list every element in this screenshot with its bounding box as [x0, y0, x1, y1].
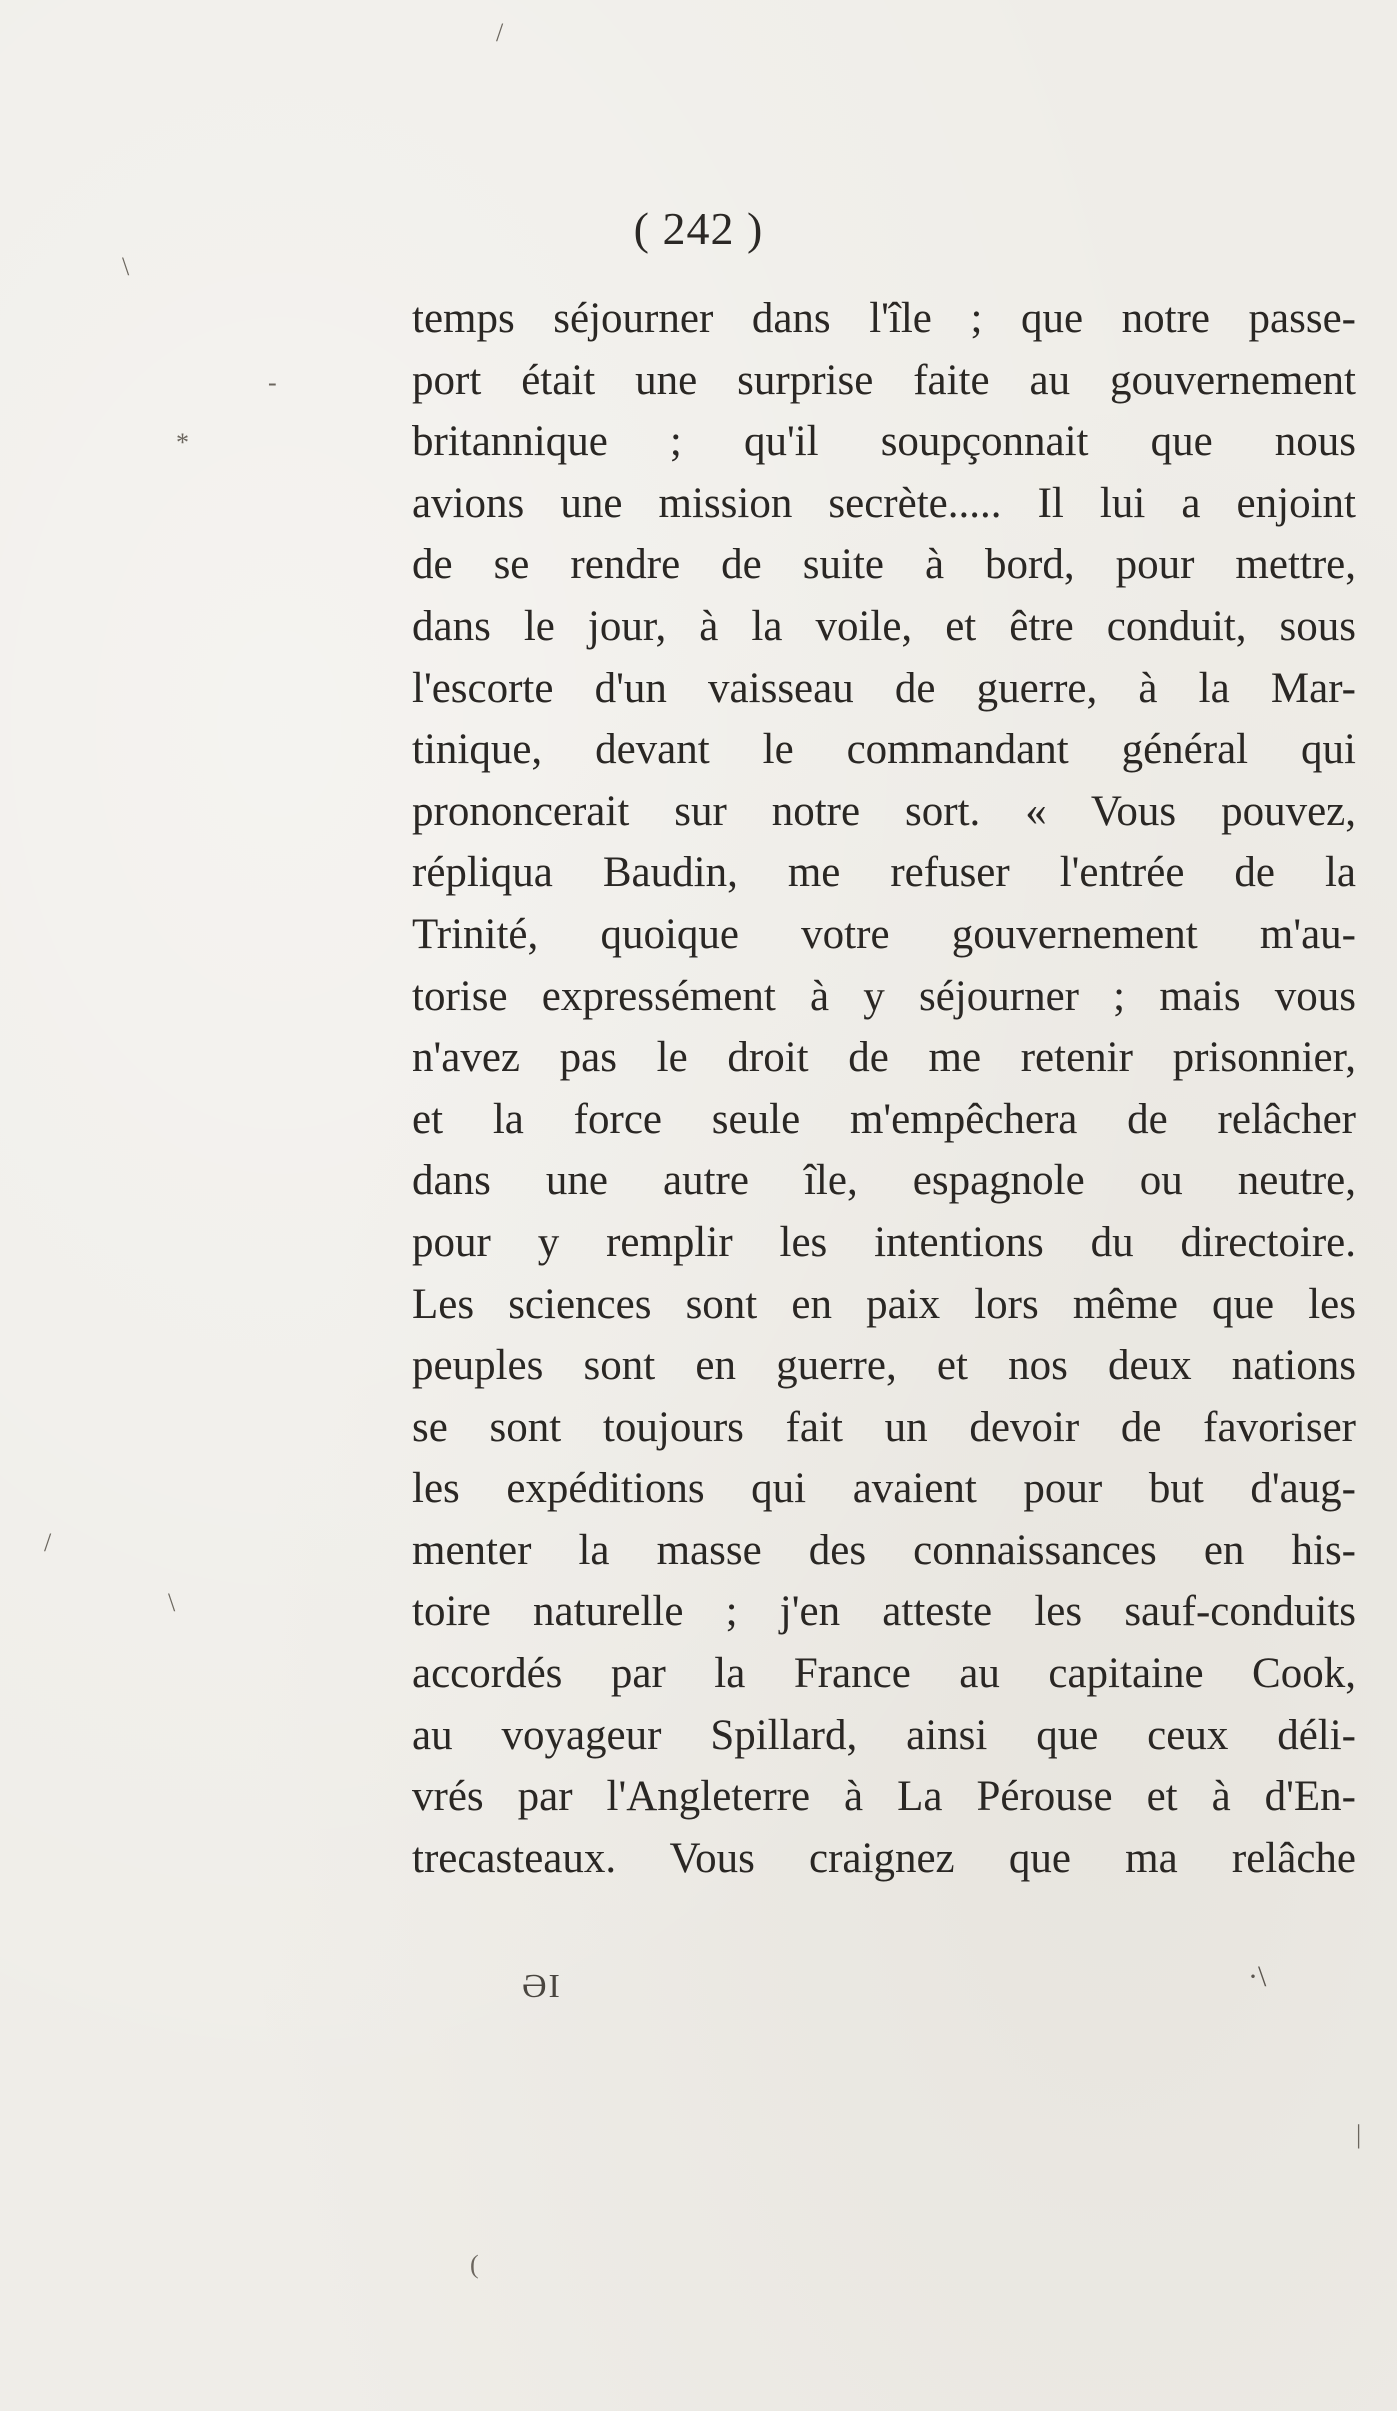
text-line: les expéditions qui avaient pour but d'aug- [412, 1465, 1356, 1513]
text-line: n'avez pas le droit de me retenir prisonnier, [412, 1034, 1356, 1082]
text-line: avions une mission secrète..... Il lui a enjoint [412, 479, 1356, 527]
body-text [412, 288, 1356, 1889]
margin-mark-left-arrow: - [268, 368, 277, 397]
margin-mark-left-lower: / [44, 1528, 52, 1557]
text-line: toire naturelle ; j'en atteste les sauf-conduits [412, 1588, 1356, 1636]
text-line: temps séjourner dans l'île ; que notre passe- [412, 295, 1356, 342]
text-line: accordés par la France au capitaine Cook, [412, 1650, 1356, 1698]
text-line: dans une autre île, espagnole ou neutre, [412, 1157, 1356, 1205]
text-line: au voyageur Spillard, ainsi que ceux déli- [412, 1711, 1356, 1759]
text-line: tinique, devant le commandant général qui [412, 726, 1356, 774]
text-line: peuples sont en guerre, et nos deux nations [412, 1342, 1356, 1390]
text-line: répliqua Baudin, me refuser l'entrée de la [412, 849, 1356, 897]
text-line: menter la masse des connaissances en his- [412, 1526, 1356, 1574]
text-line: dans le jour, à la voile, et être conduit, sous [412, 602, 1356, 650]
page-number: ( 242 ) [633, 203, 764, 254]
text-line: l'escorte d'un vaisseau de guerre, à la Mar- [412, 664, 1356, 712]
margin-mark-bottom: ( [470, 2250, 479, 2279]
corner-mark: ·\ [1248, 1960, 1267, 1993]
text-line: Trinité, quoique votre gouvernement m'au- [412, 910, 1356, 958]
margin-mark-right-lower: | [1356, 2120, 1362, 2149]
margin-mark-left-low2: \ [168, 1588, 176, 1617]
signature-mark: ƏI [522, 1968, 562, 2005]
text-line: port était une surprise faite au gouvernement [412, 356, 1356, 404]
margin-mark-top: / [496, 18, 504, 47]
text-line: pour y remplir les intentions du directoire. [412, 1218, 1356, 1266]
text-line: prononcerait sur notre sort. « Vous pouvez, [412, 787, 1356, 835]
margin-mark-left-upper: * [176, 428, 189, 457]
text-line: britannique ; qu'il soupçonnait que nous [412, 418, 1356, 466]
text-line: torise expressément à y séjourner ; mais vous [412, 972, 1356, 1020]
text-line: de se rendre de suite à bord, pour mettre, [412, 541, 1356, 589]
text-line: trecasteaux. Vous craignez que ma relâche [412, 1834, 1356, 1882]
text-line: se sont toujours fait un devoir de favoriser [412, 1403, 1356, 1451]
margin-mark-left-top: \ [122, 252, 130, 281]
text-line: Les sciences sont en paix lors même que les [412, 1280, 1356, 1328]
text-line: et la force seule m'empêchera de relâcher [412, 1095, 1356, 1143]
text-line: vrés par l'Angleterre à La Pérouse et à d'En- [412, 1773, 1356, 1821]
